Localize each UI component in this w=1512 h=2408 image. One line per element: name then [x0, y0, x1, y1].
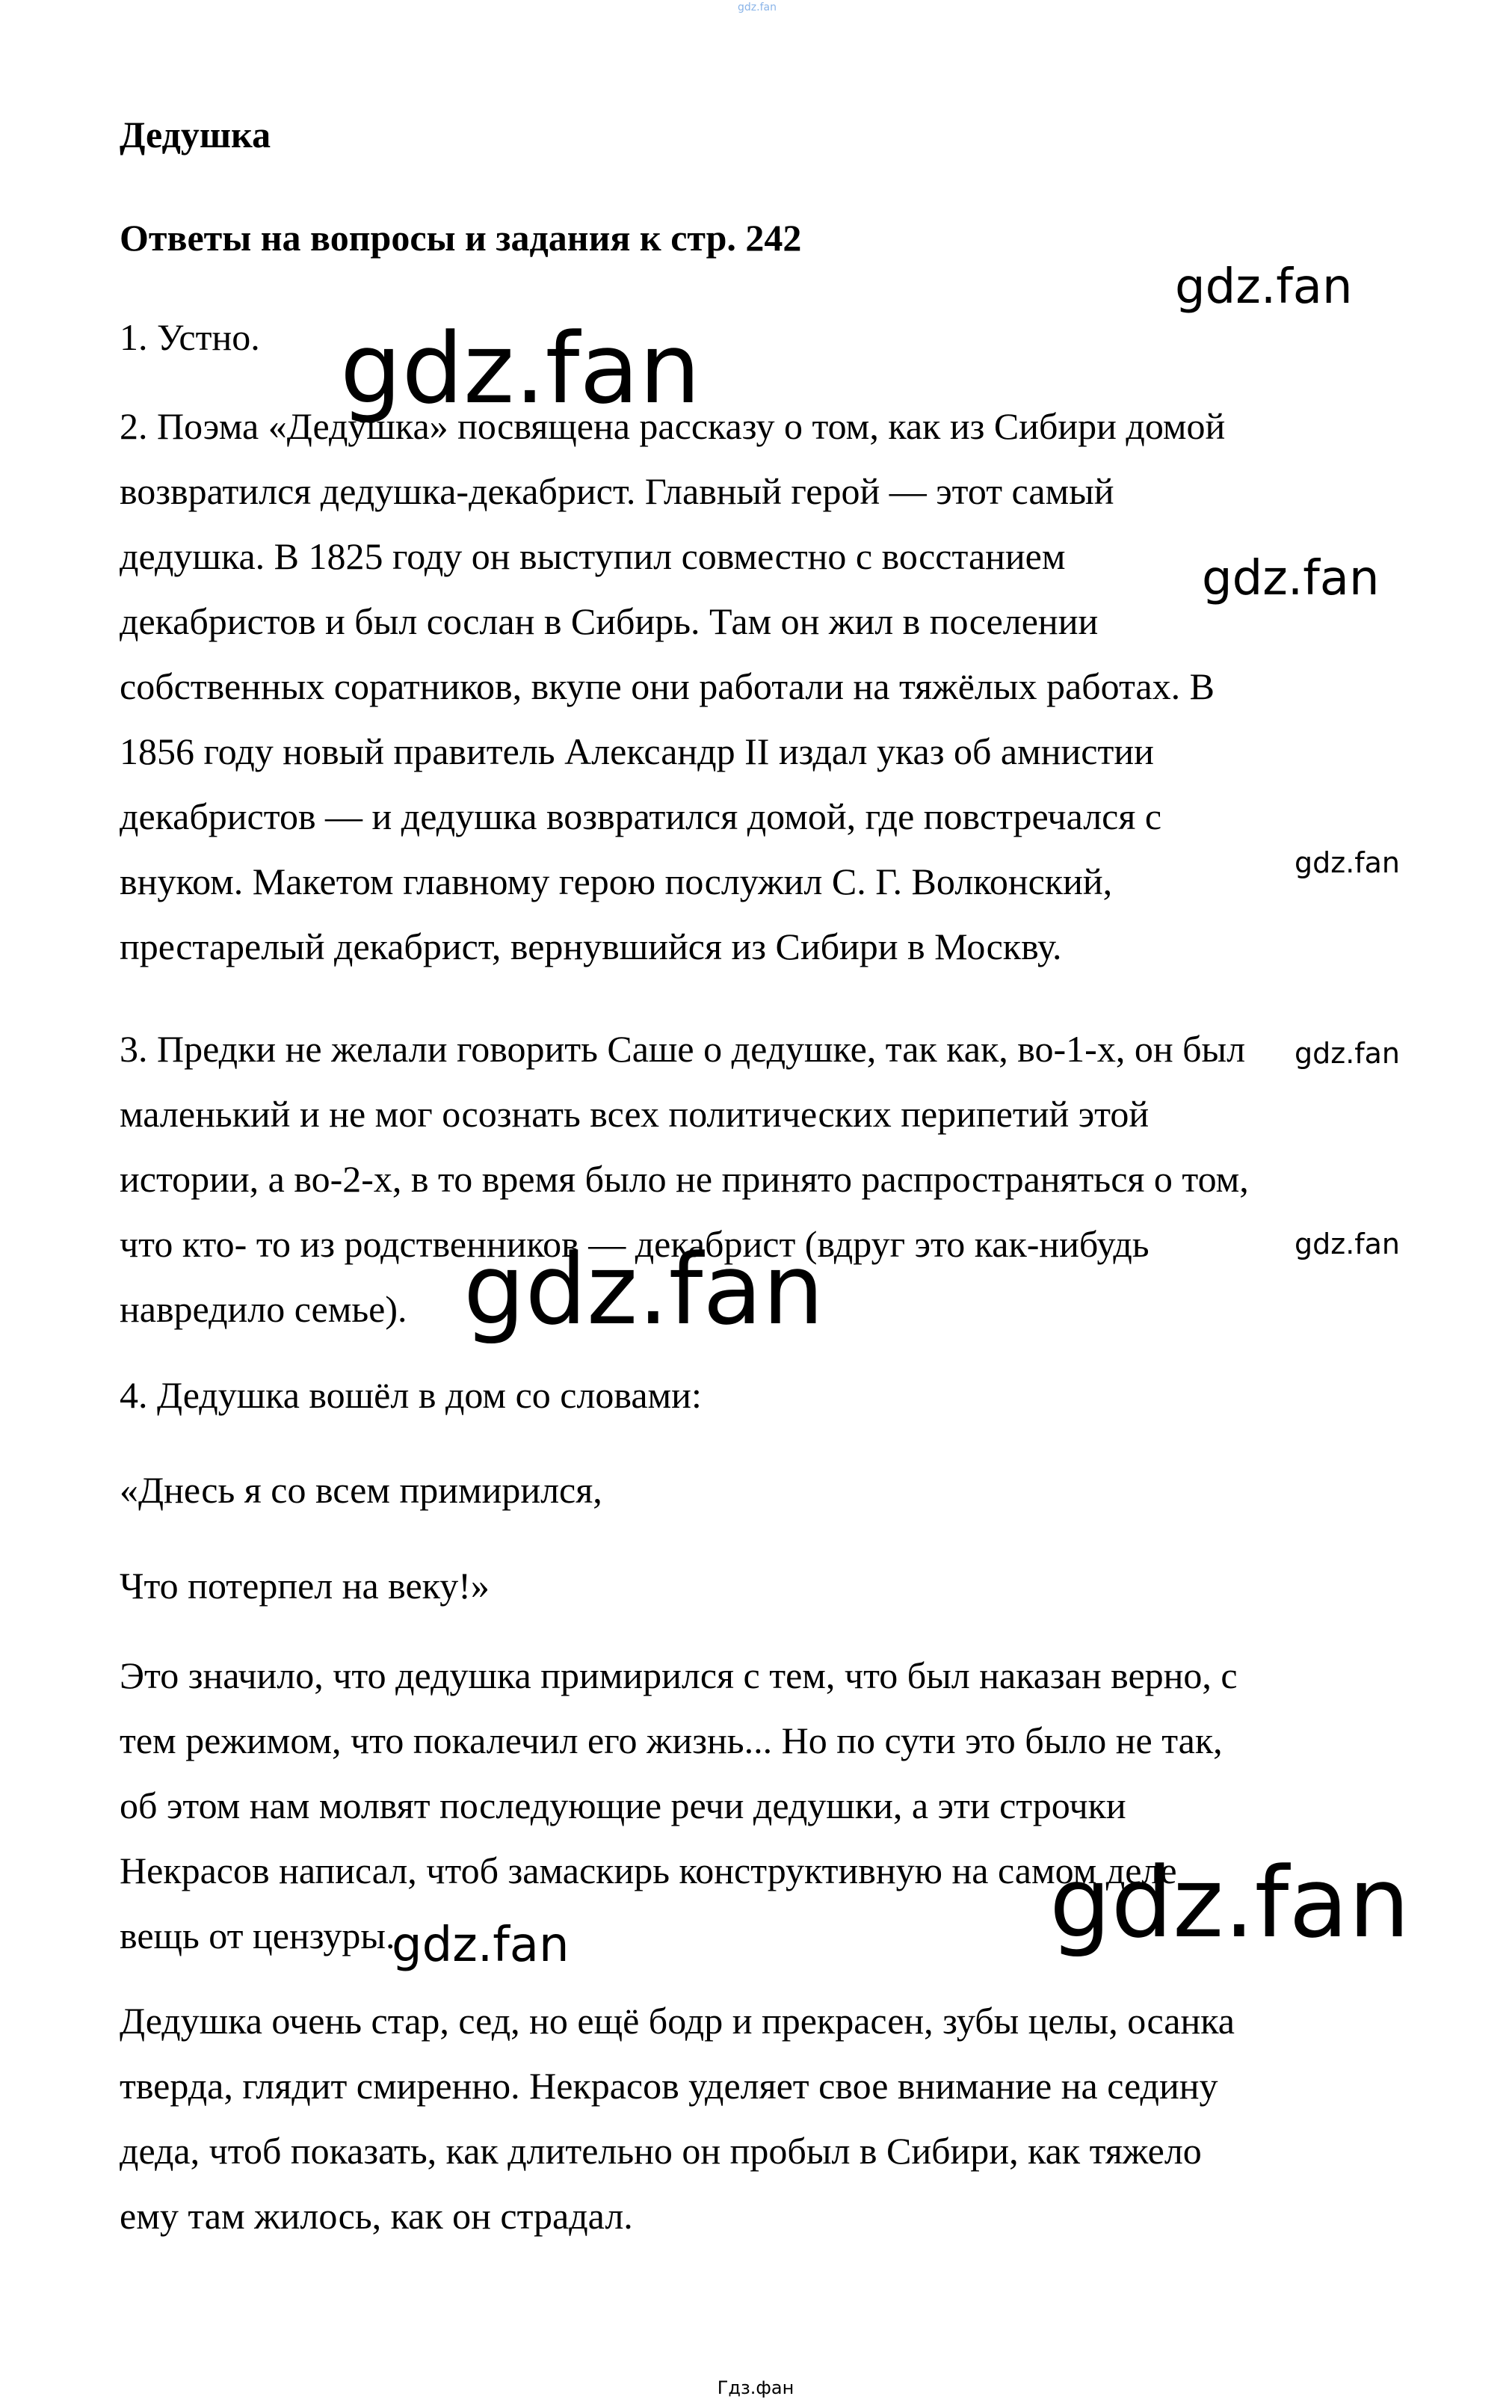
answer-4-intro [120, 1363, 1435, 1428]
text-line: внуком. Макетом главному герою послужил С. Г. Волконский, [120, 860, 1113, 902]
watermark: gdz.fan [1295, 846, 1401, 879]
text-line: 1856 году новый правитель Александр II издал указ об амнистии [120, 730, 1154, 772]
answer-4-quote-line-1 [120, 1458, 1435, 1523]
text-line: декабристов и был сослан в Сибирь. Там он жил в поселении [120, 600, 1099, 642]
text-line: тем режимом, что покалечил его жизнь... Но по сути это было не так, [120, 1719, 1223, 1761]
text-line: тверда, глядит смиренно. Некрасов уделяет свое внимание на седину [120, 2065, 1218, 2107]
document-title: Дедушка [120, 114, 271, 155]
watermark-top: gdz.fan [738, 1, 777, 13]
answer-4-quote-line-2 [120, 1554, 1435, 1619]
text-line: что кто- то из родственников — декабрист (вдруг это как-нибудь [120, 1223, 1150, 1265]
text-line: собственных соратников, вкупе они работали на тяжёлых работах. В [120, 665, 1215, 707]
text-line: ему там жилось, как он страдал. [120, 2195, 633, 2237]
watermark: gdz.fan [392, 1918, 570, 1973]
watermark: gdz.fan [1295, 1228, 1401, 1260]
text-line: вещь от цензуры. [120, 1915, 395, 1956]
text-line: об этом нам молвят последующие речи дедушки, а эти строчки [120, 1785, 1126, 1826]
text-line: престарелый декабрист, вернувшийся из Сибири в Москву. [120, 926, 1062, 967]
text-line: 2. Поэма «Дедушка» посвящена рассказу о том, как из Сибири домой [120, 405, 1226, 447]
footer-watermark: Гдз.фан [717, 2377, 794, 2398]
text-line: декабристов — и дедушка возвратился домой, где повстречался с [120, 795, 1162, 837]
watermark: gdz.fan [1295, 1037, 1401, 1070]
text-line: деда, чтоб показать, как длительно он пробыл в Сибири, как тяжело [120, 2130, 1202, 2172]
answer-5 [120, 1989, 1435, 2249]
answer-4-explanation [120, 1643, 1435, 1973]
answer-3 [120, 1017, 1435, 1346]
text-line: 4. Дедушка вошёл в дом со словами: [120, 1374, 702, 1416]
text-line: Некрасов написал, чтоб замаскирь конструктивную на самом деле [120, 1850, 1177, 1891]
text-line: Дедушка очень стар, сед, но ещё бодр и прекрасен, зубы целы, осанка [120, 2000, 1235, 2042]
watermark: gdz.fan [340, 312, 701, 425]
text-line: Это значило, что дедушка примирился с тем, что был наказан верно, с [120, 1654, 1238, 1696]
watermark: gdz.fan [1049, 1846, 1410, 1959]
text-line: истории, а во-2-х, в то время было не принято распространяться о том, [120, 1158, 1249, 1200]
text-line: дедушка. В 1825 году он выступил совместно с восстанием [120, 535, 1066, 577]
text-line: 1. Устно. [120, 316, 260, 358]
text-line: маленький и не мог осознать всех политических перипетий этой [120, 1093, 1150, 1135]
watermark: gdz.fan [1175, 259, 1353, 315]
text-line: возвратился дедушка-декабрист. Главный герой — этот самый [120, 470, 1114, 512]
answer-1 [120, 305, 1435, 370]
text-line: Что потерпел на веку!» [120, 1565, 490, 1607]
watermark: gdz.fan [463, 1233, 824, 1346]
text-line: навредило семье). [120, 1288, 407, 1330]
document-subtitle: Ответы на вопросы и задания к стр. 242 [120, 217, 802, 259]
text-line: 3. Предки не желали говорить Саше о дедушке, так как, во-1-х, он был [120, 1028, 1246, 1070]
watermark: gdz.fan [1202, 551, 1380, 606]
text-line: «Днесь я со всем примирился, [120, 1469, 602, 1511]
answer-2 [120, 394, 1435, 979]
